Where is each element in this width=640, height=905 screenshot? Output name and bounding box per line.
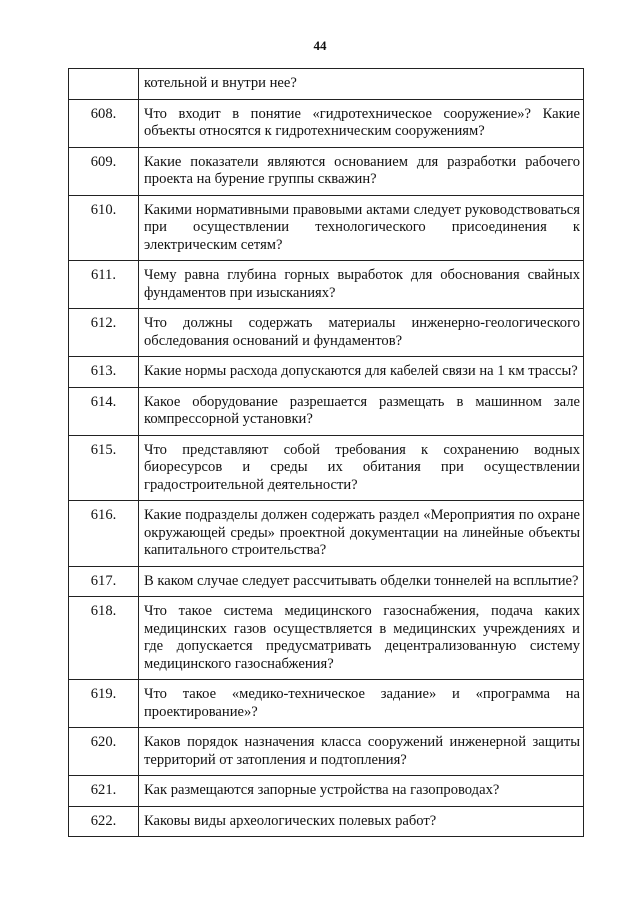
question-number: 617.	[69, 566, 139, 597]
question-row	[69, 387, 584, 435]
question-row	[69, 147, 584, 195]
question-row	[69, 597, 584, 680]
question-number: 611.	[69, 261, 139, 309]
question-text: Какие показатели являются основанием для разработки рабочего проекта на бурение группы скважин?	[139, 147, 584, 195]
question-number: 615.	[69, 435, 139, 501]
question-row	[69, 261, 584, 309]
question-row	[69, 806, 584, 837]
page-number: 44	[313, 38, 327, 53]
questions-table-body	[69, 69, 584, 837]
question-row	[69, 309, 584, 357]
question-row	[69, 435, 584, 501]
question-row	[69, 195, 584, 261]
question-text: Каковы виды археологических полевых работ?	[139, 806, 584, 837]
question-number: 621.	[69, 776, 139, 807]
question-number: 618.	[69, 597, 139, 680]
question-text: котельной и внутри нее?	[139, 69, 584, 100]
question-number: 620.	[69, 728, 139, 776]
question-row	[69, 357, 584, 388]
question-text: Что представляют собой требования к сохранению водных биоресурсов и среды их обитания при осуществлении градостроительной деятельности?	[139, 435, 584, 501]
questions-table	[68, 68, 584, 837]
question-number	[69, 69, 139, 100]
question-row	[69, 728, 584, 776]
question-row	[69, 776, 584, 807]
question-row	[69, 680, 584, 728]
question-number: 614.	[69, 387, 139, 435]
question-text: В каком случае следует рассчитывать обделки тоннелей на всплытие?	[139, 566, 584, 597]
question-text: Какими нормативными правовыми актами следует руководствоваться при осуществлении технологического присоединения к электрическим сетям?	[139, 195, 584, 261]
question-row	[69, 566, 584, 597]
question-number: 612.	[69, 309, 139, 357]
question-number: 608.	[69, 99, 139, 147]
question-text: Какое оборудование разрешается размещать в машинном зале компрессорной установки?	[139, 387, 584, 435]
question-text: Какие нормы расхода допускаются для кабелей связи на 1 км трассы?	[139, 357, 584, 388]
question-row	[69, 501, 584, 567]
question-row	[69, 99, 584, 147]
question-text: Что должны содержать материалы инженерно-геологического обследования оснований и фундаментов?	[139, 309, 584, 357]
question-text: Каков порядок назначения класса сооружений инженерной защиты территорий от затопления и подтопления?	[139, 728, 584, 776]
question-text: Какие подразделы должен содержать раздел «Мероприятия по охране окружающей среды» проектной документации на линейные объекты капитального строительства?	[139, 501, 584, 567]
question-number: 613.	[69, 357, 139, 388]
question-text: Что такое «медико-техническое задание» и «программа на проектирование»?	[139, 680, 584, 728]
question-number: 619.	[69, 680, 139, 728]
question-text: Чему равна глубина горных выработок для обоснования свайных фундаментов при изысканиях?	[139, 261, 584, 309]
question-number: 622.	[69, 806, 139, 837]
question-text: Что такое система медицинского газоснабжения, подача каких медицинских газов осуществляется в медицинских учреждениях и где допускается предусматривать децентрализованную систему медицинского газоснабжения?	[139, 597, 584, 680]
question-number: 610.	[69, 195, 139, 261]
question-text: Что входит в понятие «гидротехническое сооружение»? Какие объекты относятся к гидротехническим сооружениям?	[139, 99, 584, 147]
question-number: 616.	[69, 501, 139, 567]
question-number: 609.	[69, 147, 139, 195]
question-text: Как размещаются запорные устройства на газопроводах?	[139, 776, 584, 807]
question-row	[69, 69, 584, 100]
